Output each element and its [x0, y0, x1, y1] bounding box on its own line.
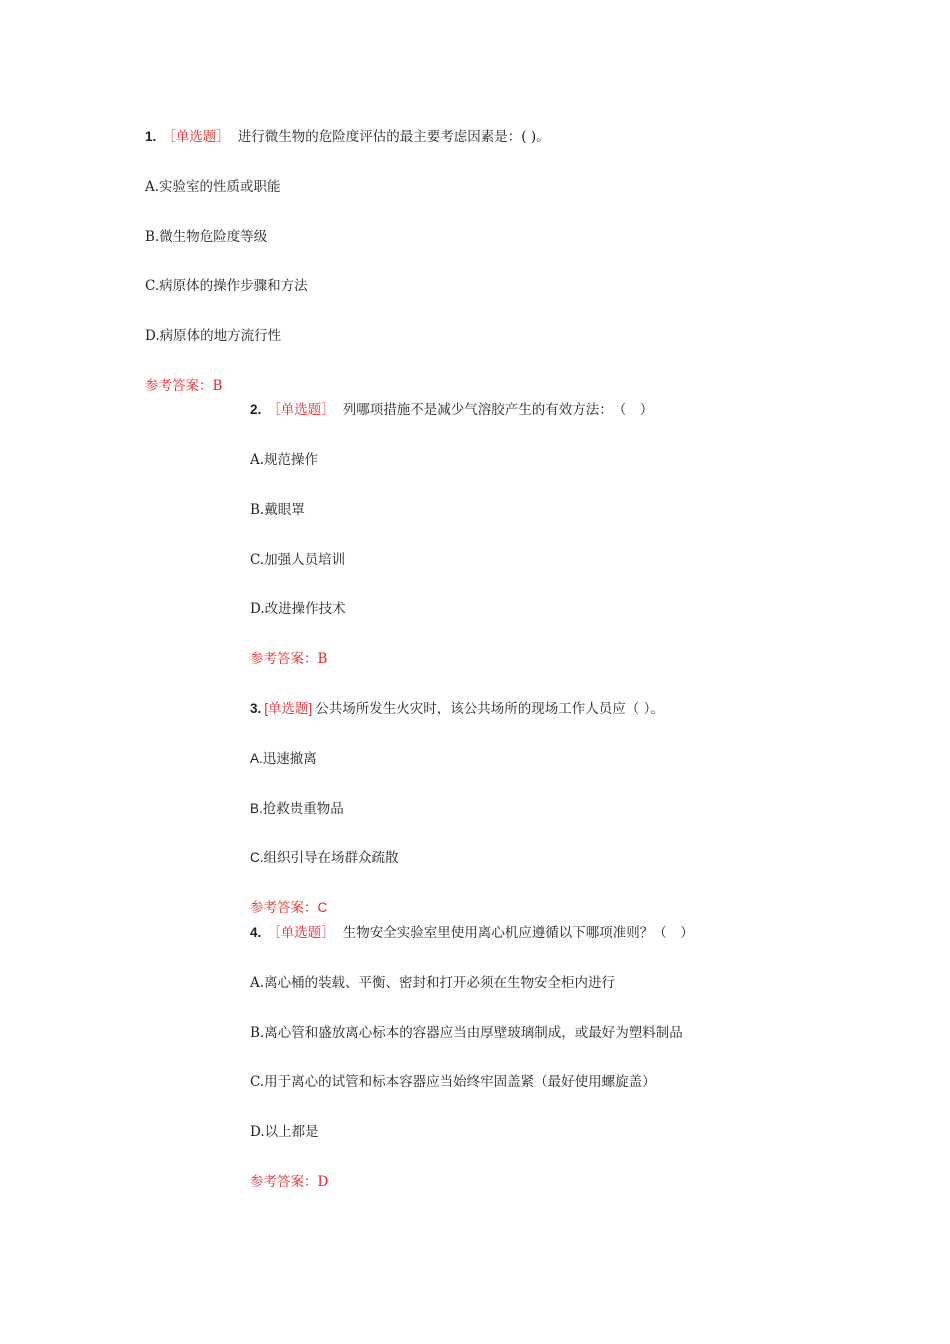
question-number: 3. [250, 701, 262, 716]
reference-answer: 参考答案：B [145, 378, 223, 394]
reference-answer: 参考答案：B [250, 651, 328, 667]
question-4 [250, 924, 694, 942]
option-letter: B. [250, 801, 263, 816]
question-number: 4. [250, 925, 262, 940]
option-b [250, 800, 344, 818]
question-number: 1. [145, 129, 157, 144]
option-a: A.离心桶的装载、平衡、密封和打开必须在生物安全柜内进行 [250, 975, 616, 991]
option-text: 迅速撤离 [262, 751, 317, 767]
question-1 [145, 128, 550, 146]
question-text: 进行微生物的危险度评估的最主要考虑因素是：( )。 [237, 129, 550, 145]
option-c: C.用于离心的试管和标本容器应当始终牢固盖紧（最好使用螺旋盖） [250, 1074, 656, 1090]
option-c: C.加强人员培训 [250, 552, 346, 568]
question-type-tag: ［单选题］ [267, 402, 335, 418]
question-type-tag: ［单选题］ [162, 129, 230, 145]
reference-answer [250, 899, 327, 917]
question-2 [250, 401, 653, 419]
question-type-tag: ［单选题］ [267, 925, 335, 941]
option-b: B.戴眼罩 [250, 502, 305, 518]
option-b: B.微生物危险度等级 [145, 229, 268, 245]
option-b: B.离心管和盛放离心标本的容器应当由厚壁玻璃制成，或最好为塑料制品 [250, 1025, 683, 1041]
answer-value: C [317, 900, 328, 915]
option-d: D.改进操作技术 [250, 601, 346, 617]
option-letter: A. [250, 751, 263, 766]
option-text: 抢救贵重物品 [262, 801, 344, 817]
option-a: A.实验室的性质或职能 [145, 179, 281, 195]
question-text: 列哪项措施不是减少气溶胶产生的有效方法： （ ） [342, 402, 654, 418]
question-number: 2. [250, 402, 262, 417]
option-a: A.规范操作 [250, 452, 319, 468]
question-type-tag: [单选题] [264, 701, 313, 716]
option-d: D.以上都是 [250, 1124, 319, 1140]
question-3 [250, 700, 664, 718]
answer-label: 参考答案： [250, 900, 318, 916]
option-a [250, 750, 317, 768]
option-c: C.病原体的操作步骤和方法 [145, 278, 308, 294]
question-text: 公共场所发生火灾时，该公共场所的现场工作人员应（ ）。 [315, 701, 664, 717]
option-d: D.病原体的地方流行性 [145, 328, 282, 344]
question-text: 生物安全实验室里使用离心机应遵循以下哪项准则？（ ） [342, 925, 694, 941]
reference-answer: 参考答案：D [250, 1174, 329, 1190]
option-text: 组织引导在场群众疏散 [263, 850, 399, 866]
option-letter: C. [250, 850, 264, 865]
option-c [250, 849, 399, 867]
